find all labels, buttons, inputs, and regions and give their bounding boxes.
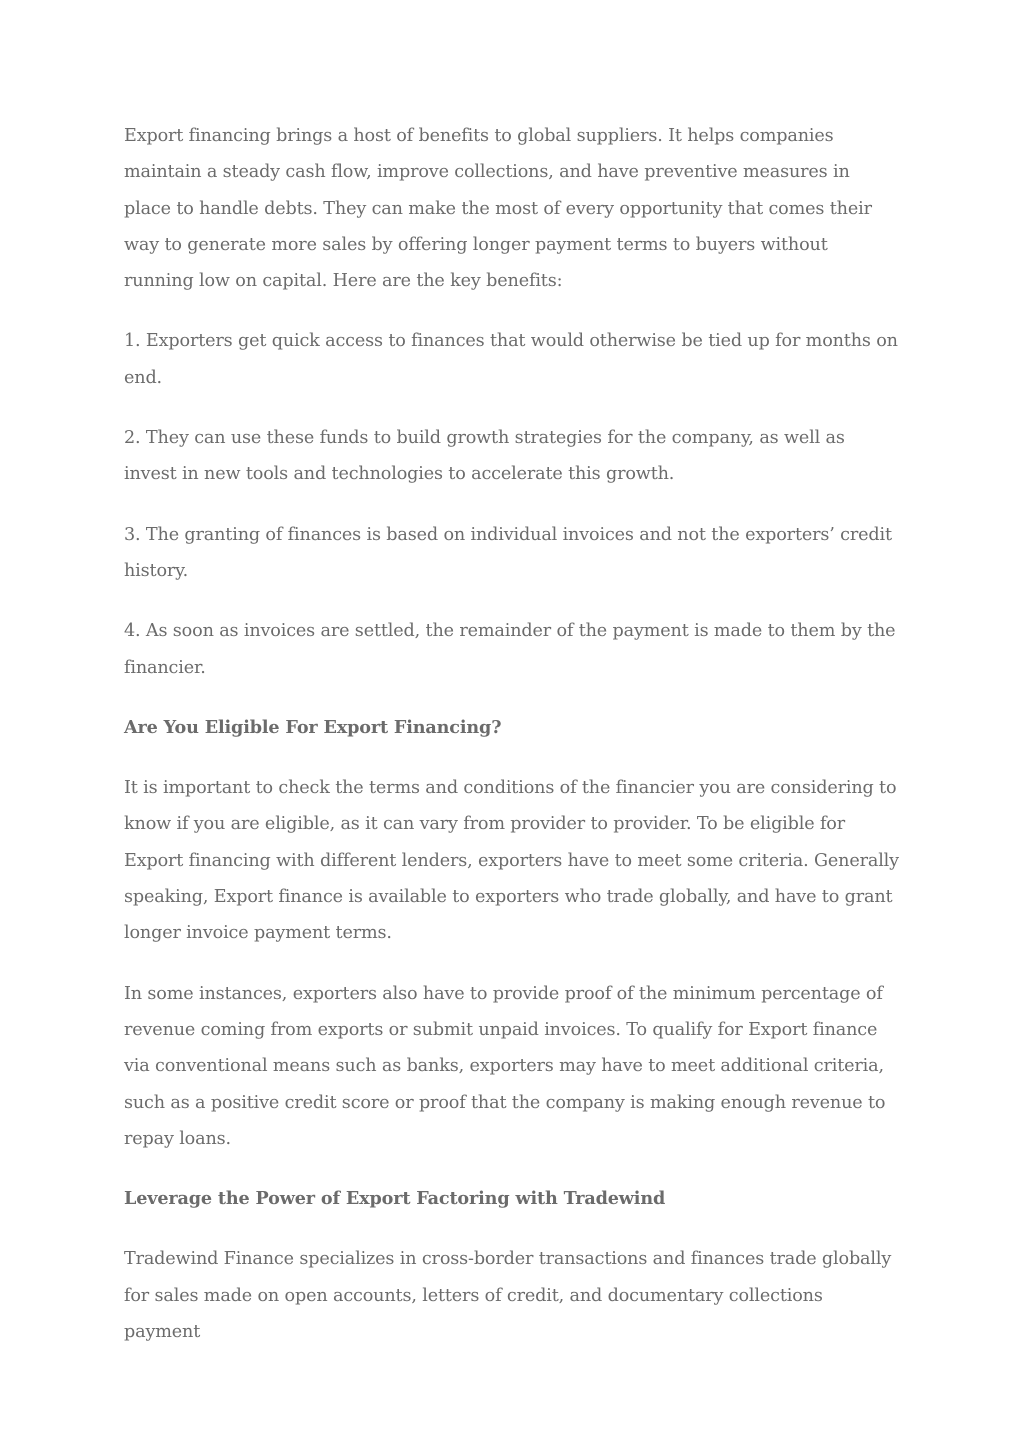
benefit-item-2: 2. They can use these funds to build growth strategies for the company, as well as invest in new tools and technologies to accelerate this growth.: [124, 428, 845, 485]
eligibility-heading: Are You Eligible For Export Financing?: [124, 716, 502, 738]
eligibility-paragraph-1: It is important to check the terms and conditions of the financier you are considering to know if you are eligible, as it can vary from provider to provider. To be eligible for Export financing with different lenders, exporters have to meet some criteria. Generally speaking, Export finance is available to exporters who trade globally, and have to grant longer invoice payment terms.: [124, 778, 899, 944]
benefit-item-4: 4. As soon as invoices are settled, the remainder of the payment is made to them by the financier.: [124, 621, 896, 678]
tradewind-heading: Leverage the Power of Export Factoring with Tradewind: [124, 1188, 666, 1210]
intro-paragraph: Export financing brings a host of benefits to global suppliers. It helps companies maintain a steady cash flow, improve collections, and have preventive measures in place to handle debts. They can make the most of every opportunity that comes their way to generate more sales by offering longer payment terms to buyers without running low on capital. Here are the key benefits:: [124, 126, 872, 292]
benefit-item-1: 1. Exporters get quick access to finances that would otherwise be tied up for months on end.: [124, 331, 898, 388]
tradewind-paragraph: Tradewind Finance specializes in cross-border transactions and finances trade globally for sales made on open accounts, letters of credit, and documentary collections payment: [124, 1249, 892, 1343]
benefit-item-3: 3. The granting of finances is based on individual invoices and not the exporters’ credit history.: [124, 524, 892, 581]
eligibility-paragraph-2: In some instances, exporters also have to provide proof of the minimum percentage of revenue coming from exports or submit unpaid invoices. To qualify for Export finance via conventional means such as banks, exporters may have to meet additional criteria, such as a positive credit score or proof that the company is making enough revenue to repay loans.: [124, 983, 886, 1149]
document-body: [124, 118, 900, 1374]
